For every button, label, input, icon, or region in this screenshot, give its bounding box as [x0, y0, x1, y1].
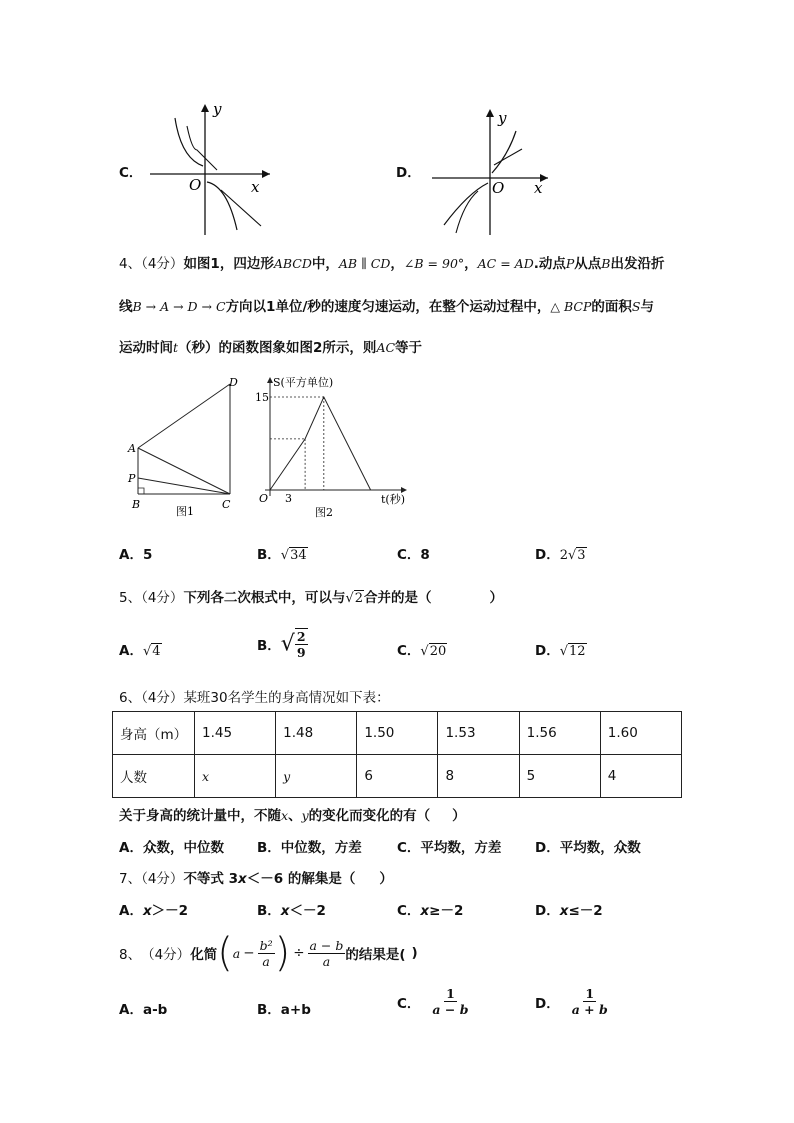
q3d-x-axis-label: x: [534, 179, 543, 197]
q4-point-b: B: [601, 256, 611, 271]
table-cell: 1.56: [519, 712, 600, 755]
q4-parallel: AB ∥ CD: [338, 256, 391, 271]
q8-option-d[interactable]: D． $\frac{1}{a + b}$: [535, 986, 608, 1017]
q4-text: 出发沿折: [610, 256, 665, 272]
q6-option-d[interactable]: D．平均数，众数: [535, 840, 641, 856]
q3-option-c-graph: [145, 100, 275, 240]
q8-option-c[interactable]: C． $\frac{1}{a - b}$: [397, 986, 469, 1017]
q4-text: 等于: [395, 340, 423, 356]
fig1-label-b: B: [132, 498, 141, 511]
q5-text: 合并的是（: [364, 590, 432, 606]
q7-number: 7、: [119, 871, 142, 887]
fig2-y-label: S(平方单位): [273, 376, 334, 389]
q6-stem: [119, 686, 390, 706]
fig2-caption: 图2: [315, 506, 333, 519]
q4-option-c[interactable]: C．8: [397, 547, 430, 563]
q4-number: 4、: [119, 256, 142, 272]
q4-option-a-value: 5: [142, 547, 153, 563]
q5-number: 5、: [119, 590, 142, 606]
q3d-origin-label: O: [492, 179, 505, 197]
q8-div: ÷: [293, 945, 305, 961]
table-cell: x: [195, 755, 276, 798]
q8-stem: 8、 （4分） 化简 ( a − $\frac{\text{b²}}{a}$ ) ÷ $\frac{a - b}{a}$ 的结果是( ): [119, 930, 418, 976]
q4-line1: 4、（4分）如图1，四边形ABCD中，AB ∥ CD，∠B = 90°，AC = AD.动点P从点B出发沿折: [119, 256, 665, 272]
q3c-x-axis-label: x: [251, 178, 260, 196]
q3d-y-axis-label: y: [498, 109, 507, 127]
q6-x: x: [281, 808, 289, 823]
fig2-y-tick-15: 15: [255, 391, 269, 404]
q6-score: （4分）: [141, 690, 184, 706]
q8-text: 化简: [190, 947, 218, 963]
table-cell: 1.48: [276, 712, 357, 755]
q4-s: S: [631, 299, 641, 314]
q5-option-b[interactable]: B．√ $\frac{2}{9}$: [257, 629, 306, 660]
q7-text: ＜－6 的解集是（: [246, 871, 356, 887]
q6-text: ）: [452, 808, 466, 824]
q7-text: ）: [379, 871, 393, 887]
q4-text: 如图1，四边形: [183, 256, 274, 272]
table-cell: 1.60: [600, 712, 681, 755]
q4-ac: AC: [376, 340, 396, 355]
q8-minus: −: [243, 945, 255, 961]
q6-sep: 、: [288, 808, 302, 824]
fig1-label-p: P: [128, 472, 136, 485]
q4-option-d-coef: 2: [559, 548, 568, 563]
q4-text: 中，: [311, 256, 339, 272]
table-cell: y: [276, 755, 357, 798]
fig2-x-tick-3: 3: [285, 492, 292, 505]
fig1-label-c: C: [222, 498, 231, 511]
q4-option-b[interactable]: B．√34: [257, 547, 307, 563]
fig2-origin: O: [259, 492, 269, 505]
table-header-count: 人数: [113, 755, 195, 798]
q5-stem: 5、（4分）下列各二次根式中，可以与√2合并的是（ ）: [119, 590, 504, 606]
q8-a: a: [232, 945, 241, 961]
q4-text: 从点: [574, 256, 602, 272]
q4-option-a[interactable]: A．5: [119, 547, 153, 563]
q4-option-d[interactable]: D．2√3: [535, 547, 586, 563]
q4-triangle: △ BCP: [550, 299, 592, 314]
q4-text: （秒）的函数图象如图2所示，则: [178, 340, 377, 356]
table-cell: 1.53: [438, 712, 519, 755]
q7-stem: [119, 867, 393, 887]
q6-y: y: [301, 808, 309, 823]
q4-option-c-value: 8: [420, 547, 430, 563]
q6-question: [119, 804, 466, 824]
q4-text: 线: [119, 299, 133, 315]
q4-text: 运动时间: [119, 340, 173, 356]
q5-text: 下列各二次根式中，可以与: [183, 590, 346, 606]
q4-point-p: P: [565, 256, 575, 271]
q4-line2: [119, 295, 654, 315]
q6-text: 的变化而变化的有（: [308, 808, 431, 824]
q7-option-a[interactable]: A．x＞－2: [119, 903, 189, 919]
fig1-label-a: A: [128, 442, 136, 455]
q7-score: （4分）: [141, 871, 184, 887]
q8-text: 的结果是(: [345, 947, 406, 963]
q7-option-b[interactable]: B．x＜－2: [257, 903, 326, 919]
fig1-caption: 图1: [176, 505, 194, 518]
q7-text: 不等式 3: [183, 871, 239, 887]
q4-figure-2: [255, 372, 415, 522]
q8-option-b[interactable]: B．a+b: [257, 1002, 311, 1018]
q8-a2: a: [322, 953, 331, 969]
q6-text: 某班30名学生的身高情况如下表：: [183, 690, 390, 706]
q4-text: 与: [640, 299, 654, 315]
table-header-height: 身高（m）: [113, 712, 195, 755]
q3-option-d-label[interactable]: D．: [396, 165, 421, 181]
q5-option-c[interactable]: C．√20: [397, 643, 447, 659]
fig2-x-label: t(秒): [381, 493, 406, 506]
q4-text: .动点: [533, 256, 566, 272]
q4-text: 的面积: [591, 299, 632, 315]
q5-score: （4分）: [141, 590, 184, 606]
height-table: [112, 711, 682, 798]
q5-option-d[interactable]: D．√12: [535, 643, 586, 659]
q6-text: 关于身高的统计量中，不随: [119, 808, 281, 824]
q4-figure-1: [120, 370, 245, 520]
q4-option-d-radicand: 3: [577, 548, 586, 563]
table-cell: 6: [357, 755, 438, 798]
q4-text: 方向以1单位/秒的速度匀速运动，在整个运动过程中，: [225, 299, 551, 315]
q4-option-b-radicand: 34: [290, 548, 307, 563]
table-row: [113, 755, 682, 798]
q5-option-a-radicand: 4: [152, 644, 161, 659]
q8-amb: a − b: [309, 937, 344, 953]
q6-number: 6、: [119, 690, 142, 706]
table-cell: 1.50: [357, 712, 438, 755]
q6-option-c[interactable]: C．平均数，方差: [397, 840, 502, 856]
q4-angle: ∠B = 90°: [403, 256, 465, 271]
q4-t: t: [173, 340, 179, 355]
q7-option-d[interactable]: D．x≤－2: [535, 903, 603, 919]
table-cell: 4: [600, 755, 681, 798]
table-row: [113, 712, 682, 755]
q4-score: （4分）: [141, 256, 184, 272]
q7-option-c[interactable]: C．x≥－2: [397, 903, 464, 919]
q6-option-b[interactable]: B．中位数，方差: [257, 840, 362, 856]
q4-quad: ABCD: [273, 256, 312, 271]
q8-number: 8、: [119, 947, 142, 963]
q7-var: x: [238, 871, 247, 887]
q4-equal: AC = AD: [477, 256, 534, 271]
q3-option-d-graph: [430, 105, 560, 240]
fig1-label-d: D: [229, 376, 238, 389]
table-cell: 8: [438, 755, 519, 798]
q8-b2: b²: [259, 937, 273, 953]
q8-text: ): [411, 945, 418, 961]
q4-line3: [119, 336, 422, 356]
q5-option-a[interactable]: A．√4: [119, 643, 161, 659]
q5-option-c-radicand: 20: [429, 644, 447, 659]
table-cell: 1.45: [195, 712, 276, 755]
q8-score: （4分）: [141, 947, 191, 963]
table-cell: 5: [519, 755, 600, 798]
q3c-y-axis-label: y: [213, 100, 222, 118]
q5-option-d-radicand: 12: [569, 644, 586, 659]
fig2-graph-line: [270, 397, 371, 490]
q4-path: B → A → D → C: [132, 299, 226, 314]
q5-text: ）: [489, 590, 504, 606]
q5-option-b-num: 2: [296, 629, 306, 644]
q6-option-a[interactable]: A．众数，中位数: [119, 840, 224, 856]
q5-radicand: 2: [354, 591, 364, 606]
q8-option-a[interactable]: A．a-b: [119, 1002, 168, 1018]
q3-option-c-label[interactable]: C．: [119, 165, 143, 181]
q8-a-den: a: [262, 953, 270, 969]
q3c-origin-label: O: [189, 176, 202, 194]
q5-option-b-den: 9: [296, 645, 306, 660]
